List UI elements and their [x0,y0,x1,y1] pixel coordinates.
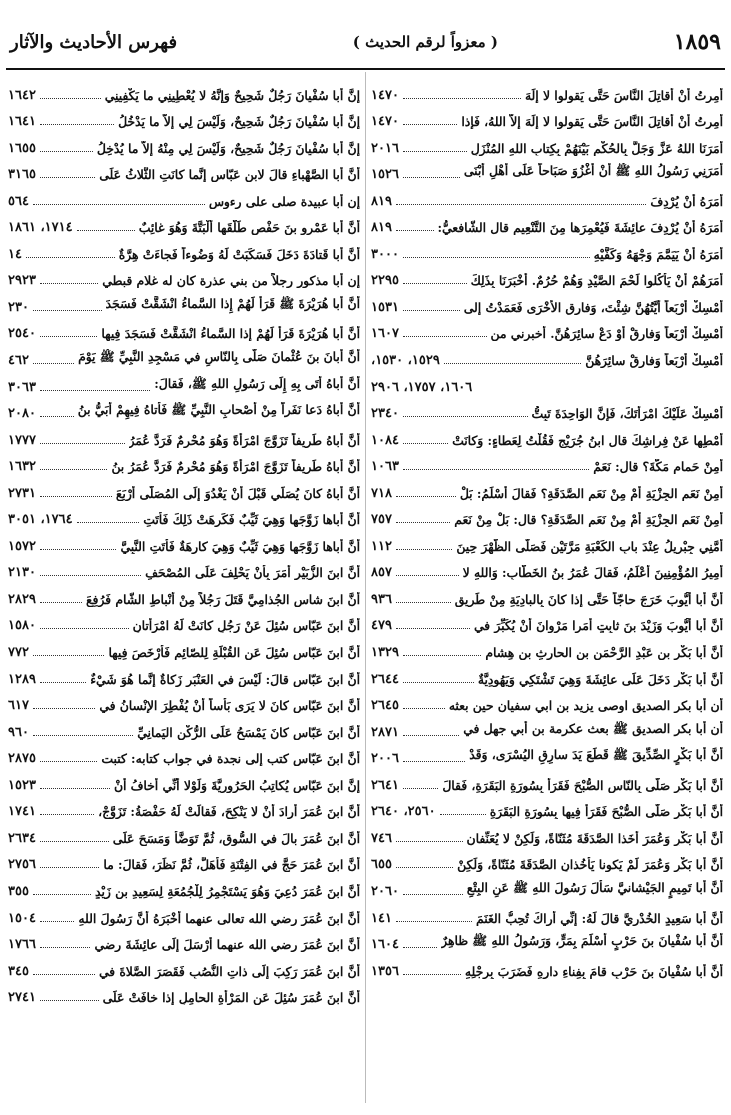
hadith-number: ١٤٧٠ [371,87,399,103]
index-entry [8,981,360,1008]
entry-text: أَمِنْ حَمامِ مَكَّةَ؟ قال: نَعَمْ [593,459,723,475]
hadith-number: ٤٦٢ [8,353,29,369]
hadith-number: ٥٦٤ [8,193,29,209]
entry-text: أنَّ أَبا أَيُّوبَ وَزَيْدَ بنَ ثابِتٍ أَمَرا مَرْوانَ أَنْ يُكَبِّرَ في [473,618,723,634]
hadith-number: ١٦٤٢ [8,87,36,103]
hadith-number: ١٧١٤، ١٨٦١ [8,220,73,236]
index-entry [8,848,360,875]
dot-leader [33,894,91,895]
hadith-number: ٧٤٦ [371,830,392,846]
index-entry [371,529,723,556]
dot-leader [26,257,115,258]
index-entry [8,901,360,928]
index-entry [8,184,360,211]
entry-text: أنَّ ابنَ عَبّاسٍ كانَ يَمْسَحُ عَلَى الرُّكْنِ اليَمانِيِّ [137,724,360,740]
hadith-number: ١٧٤١ [8,804,36,820]
dot-leader [403,151,467,152]
index-entry [371,476,723,503]
index-entry [371,158,723,185]
hadith-number: ٧١٨ [371,485,392,501]
hadith-number: ١٦٠٧ [371,326,399,342]
dot-leader [40,98,101,99]
hadith-number: ٢٨٧٥ [8,751,36,767]
entry-text: أنَّ أَبا بَكْرٍ وَعُمَرَ أَخَذا الصَّدَقَةَ مُثَنّاةً، وَلَكِنْ لا يُعَنِّفان [466,830,723,846]
hadith-number: ١٢٨٩ [8,671,36,687]
index-entry [8,874,360,901]
dot-leader [396,867,453,868]
hadith-number: ١٥٢٣ [8,777,36,793]
hadith-number: ١٦٣٢ [8,459,36,475]
dot-leader [396,549,452,550]
hadith-number: ١٣٥٦ [371,963,399,979]
hadith-number: ١٧٦٤، ٣٠٥١ [8,512,73,528]
dot-leader [33,363,74,364]
index-entry [8,317,360,344]
hadith-number: ١٠٦٣ [371,459,399,475]
index-entry [8,290,360,317]
dot-leader [403,177,460,178]
index-entry [8,609,360,636]
index-entry [371,954,723,981]
entry-text: أنَّ ابنَ عُمَرَ رضي الله تعالى عنهما أَخْبَرَهُ أَنَّ رَسُولَ اللهِ [78,910,360,926]
index-entry [8,768,360,795]
index-entry [8,476,360,503]
index-entry [371,768,723,795]
index-entry [371,317,723,344]
entry-text: أَمَرَهُ أَنْ يَيَمَّمَ وَجْهَهُ وَكَفَّيْهِ [593,246,723,262]
hadith-number: ٤٧٩ [371,618,392,634]
hadith-number: ٧٧٢ [8,645,29,661]
hadith-number: ١٥٠٤ [8,910,36,926]
dot-leader [40,575,141,576]
dot-leader [40,469,108,470]
dot-leader [33,204,205,205]
entry-text: أنَّ أَباهُ طَرِيفاً تَزَوَّجَ امْرَأَةً وَهُوَ مُحْرِمٌ فَرَدَّ عُمَرُ بنُ [111,459,360,475]
hadith-number: ٨٥٧ [371,565,392,581]
index-entry [8,821,360,848]
entry-text: أنَّ أَباهُ دَعا نَفَراً مِنْ أَصْحابِ النَّبِيِّ ﷺ فَأَتاهُ فِيهِمْ أُبَيُّ بنُ [77,402,360,418]
page-number: ١٨٥٩ [673,29,721,55]
entry-text: أنَّ ابنَ شاسٍ الجُذامِيَّ قَتَلَ رَجُلاً مِنْ أَنْباطِ الشّامِ فَرُفِعَ [85,591,360,607]
hadith-number: ٢٦٤١ [371,777,399,793]
entry-text: أنَّ أَبا الصَّهْباءِ قالَ لابنِ عَبّاسٍ إِنَّما كانَتِ الثَّلاثُ عَلَى [99,167,360,183]
entry-text: أنَّ أَباهُ أَتَى بِهِ إِلَى رَسُولِ اللهِ ﷺ، فَقالَ: [154,375,360,391]
dot-leader [40,283,98,284]
dot-leader [40,549,117,550]
index-entry [371,184,723,211]
hadith-number: ٣٠٦٣ [8,379,36,395]
hadith-number: ١٦٥٥ [8,140,36,156]
index-entry [371,821,723,848]
hadith-number: ٢٦٣٤ [8,830,36,846]
header-rule [6,68,725,70]
hadith-number: ١٥٨٠ [8,618,36,634]
index-entry [371,715,723,742]
entry-text: أَمَرَنَا اللهُ عَزَّ وَجَلَّ بِالحُكْمِ بَيْنَهُمْ بِكِتابِ اللهِ المُنْزَلِ [470,140,723,156]
dot-leader [403,655,481,656]
index-entry [371,290,723,317]
entry-text: أَمْطِها عَنْ فِراشِكَ قال ابنُ جُرَيْجٍ فَقُلْتُ لِعَطاءٍ: وَكانَتْ [452,432,723,448]
dot-leader [444,363,581,364]
index-entry [8,954,360,981]
index-entry [371,264,723,291]
index-entry [8,370,360,397]
index-entry [371,609,723,636]
entry-text: أنَّ أَباها زَوَّجَها وَهِيَ ثَيِّبٌ فَكَرِهَتْ ذَلِكَ فَأَتَتِ [143,512,360,528]
dot-leader [40,336,97,337]
dot-leader [33,974,95,975]
index-entry [8,556,360,583]
index-entry [371,397,723,424]
entry-text: أنَّ ابنَ عَبّاسٍ قالَ: لَيْسَ في العَنْبَرِ زَكاةٌ إِنَّما هُوَ شَيْءٌ [90,671,360,687]
page-header [10,24,721,60]
index-entry [371,874,723,901]
entry-text: أَمَرَنِي رَسُولُ اللهِ ﷺ أَنْ أَغْزُوَ صَبَاحاً عَلَى أَهْلِ أُبْنَى [463,163,723,179]
dot-leader [40,682,86,683]
dot-leader [403,788,438,789]
hadith-number: ٢٦٤٥ [371,698,399,714]
hadith-number: ٢٣٠ [8,299,29,315]
dot-leader [40,867,99,868]
dot-leader [40,628,129,629]
hadith-number: ٨١٩ [371,220,392,236]
hadith-number: ١٦٠٦، ١٧٥٧، ٢٩٠٦ [371,379,473,395]
dot-leader [40,788,110,789]
dot-leader [403,124,457,125]
dot-leader [440,814,486,815]
hadith-number: ٢٦٤٤ [371,671,399,687]
dot-leader [396,230,434,231]
index-entry [371,928,723,955]
index-entry [371,635,723,662]
dot-leader [396,575,459,576]
dot-leader [403,443,448,444]
index-entry [8,689,360,716]
entry-text: أنَّ أَبا بَكْرٍ وَعُمَرَ لَمْ يَكونا يَأْخُذانِ الصَّدَقَةَ مُثَنّاةً، وَلَكِنْ [457,857,723,873]
index-entry [8,423,360,450]
dot-leader [40,151,93,152]
index-entry [371,78,723,105]
hadith-number: ٢٧٤١ [8,990,36,1006]
hadith-number: ١٥٢٦ [371,167,399,183]
entry-text: أنَّ أَبا سَعِيدٍ الخُدْرِيَّ قالَ لَهُ: إِنِّي أَراكَ تُحِبُّ الغَنَمَ [476,910,723,926]
entry-text: أنَّ أَبانَ بنَ عُثْمانَ صَلَّى بِالنّاسِ في مَسْجِدِ النَّبِيِّ ﷺ يَوْمَ [78,349,360,365]
index-entry [371,211,723,238]
hadith-number: ٢٧٥٦ [8,857,36,873]
entry-text: أنَّ أَبا سُفْيانَ بنَ حَرْبٍ أَسْلَمَ بِمَرٍّ، وَرَسُولُ اللهِ ﷺ ظاهِرٌ [441,933,723,949]
hadith-number: ٣٤٥ [8,963,29,979]
dot-leader [396,522,450,523]
entry-text: أنَّ أَبا أَيُّوبَ خَرَجَ حاجّاً حَتَّى إِذا كانَ بِالبادِيَةِ مِنْ طَرِيقِ [454,591,723,607]
index-entry [8,928,360,955]
dot-leader [403,894,463,895]
entry-text: أَمْسِكْ أَرْبَعاً وَفارِقْ سائِرَهُنَّ [585,353,723,369]
dot-leader [40,947,91,948]
dot-leader [403,416,528,417]
index-entry [371,423,723,450]
hadith-number: ٦١٧ [8,698,29,714]
entry-text: إِنَّ أَبا سُفْيانَ رَجُلٌ شَحِيحٌ وَإِنَّهُ لا يُعْطِينِي ما يَكْفِينِي [104,87,360,103]
entry-text: أنَّ ابنَ عُمَرَ رضي الله عنهما أَرْسَلَ إِلَى عائِشَةَ رضي [94,937,360,953]
hadith-number: ٢٥٦٠، ٢٦٤٠ [371,804,436,820]
hadith-number: ٦٥٥ [371,857,392,873]
index-entry [8,158,360,185]
index-entry [371,343,723,370]
entry-text: أَمَرَهُ أَنْ يُرْدِفَ عائِشَةَ فَيُعْمِرَها مِنَ التَّنْعِيمِ قال الشّافعيُّ: [437,220,723,236]
entry-text: أنَّ أَبا هُرَيْرَةَ ﷺ قَرَأَ لَهُمْ إِذا السَّماءُ انْشَقَّتْ فَسَجَدَ [105,295,360,311]
entry-text: أنَّ أَبا سُفْيانَ بنَ حَرْبٍ قامَ بِفِناءِ دارِهِ فَضَرَبَ بِرِجْلِهِ [464,963,723,979]
index-entry [8,78,360,105]
dot-leader [40,921,74,922]
page-title: فهرس الأحاديث والآثار [10,31,178,53]
hadith-number: ١٥٢٩، ١٥٣٠، [371,353,440,369]
hadith-number: ٢١٣٠ [8,565,36,581]
index-entry [371,848,723,875]
hadith-number: ٣١٦٥ [8,167,36,183]
dot-leader [40,496,112,497]
dot-leader [33,708,95,709]
hadith-number: ٢٥٤٠ [8,326,36,342]
entry-text: أنَّ ابنَ عَبّاسٍ سُئِلَ عَنِ القُبْلَةِ لِلصّائِمِ فَأَرْخَصَ فِيها [108,645,360,661]
hadith-number: ٢٠٦٠ [371,883,399,899]
entry-text: أَمْسِكْ أَرْبَعاً وَفارِقْ أَوْ دَعْ سائِرَهُنَّ. أخبرني من [490,326,723,342]
index-entry [8,742,360,769]
hadith-number: ٢٢٩٥ [371,273,399,289]
entry-text: أنَّ ابنَ عُمَرَ سُئِلَ عَنِ المَرْأَةِ الحامِلِ إِذا خافَتْ عَلَى [102,990,360,1006]
dot-leader [40,1000,99,1001]
index-entry [8,397,360,424]
dot-leader [40,814,94,815]
dot-leader [40,602,82,603]
hadith-number: ٢٣٤٠ [371,406,399,422]
hadith-number: ٢٩٢٣ [8,273,36,289]
hadith-number: ٢٧٣١ [8,485,36,501]
dot-leader [396,841,463,842]
entry-text: إن أبا عبيدة صلى على رءوس [208,193,360,209]
hadith-number: ١٤٧٠ [371,114,399,130]
entry-text: أنَّ ابنَ عَبّاسٍ سُئِلَ عَنْ رَجُلٍ كانَتْ لَهُ امْرَأَتانِ [132,618,360,634]
hadith-number: ٢٨٧١ [371,724,399,740]
dot-leader [40,761,97,762]
hadith-number: ١١٢ [371,538,392,554]
left-column [8,78,360,1007]
entry-text: أن أبا بكر الصديق اوصى يزيد بن ابي سفيان حين بعثه [448,698,723,714]
index-entry [8,529,360,556]
hadith-number: ٢٠١٦ [371,140,399,156]
dot-leader [396,628,470,629]
index-entry [8,343,360,370]
hadith-number: ١٥٣١ [371,299,399,315]
dot-leader [403,682,474,683]
hadith-number: ٧٥٧ [371,512,392,528]
index-entry [371,556,723,583]
dot-leader [403,974,461,975]
entry-text: أَمَرَهُ أَنْ يُرْدِفَ [650,193,723,209]
hadith-number: ٣٠٠٠ [371,246,399,262]
entry-text: أنَّ ابنَ عُمَرَ رَكِبَ إِلَى ذاتِ النُّصُبِ فَقَصَرَ الصَّلاةَ في [98,963,360,979]
entry-text: أنَّ أَباهُ طَرِيفاً تَزَوَّجَ امْرَأَةً وَهُوَ مُحْرِمٌ فَرَدَّ عُمَرُ [128,432,360,448]
dot-leader [403,761,465,762]
dot-leader [403,469,589,470]
dot-leader [77,230,135,231]
index-entry [8,105,360,132]
index-entry [8,795,360,822]
hadith-number: ٢٨٢٩ [8,591,36,607]
dot-leader [403,336,487,337]
entry-text: أنَّ أَبا بَكْرٍ دَخَلَ عَلَى عائِشَةَ وَهِيَ تَشْتَكِي وَيَهُودِيَّةٌ [477,671,723,687]
dot-leader [40,443,125,444]
index-entry [8,635,360,662]
index-entry [8,131,360,158]
hadith-number: ٢٠٨٠ [8,406,36,422]
hadith-number: ١٦٠٤ [371,937,399,953]
index-entry [8,450,360,477]
entry-text: أنَّ أَبا تَمِيمٍ الجَيْشانيَّ سَأَلَ رَسُولَ اللهِ ﷺ عَنِ البِتْعِ [466,879,723,895]
entry-text: أنَّ أَبا بَكْرِ بنِ عَبْدِ الرَّحْمَنِ بنِ الحارِثِ بنِ هِشامٍ [485,645,723,661]
entry-text: أنَّ أَباهُ كانَ يُصَلِّي قَبْلَ أَنْ يَغْدُوَ إِلَى المُصَلَّى أَرْبَعَ [115,485,360,501]
dot-leader [33,735,133,736]
hadith-number: ١٤١ [371,910,392,926]
entry-text: أُمِرتُ أنْ أُقاتِلَ النَّاسَ حَتَّى يَقولوا لا إِلَهَ [524,87,723,103]
entry-text: إن أبا مذكور رجلاً من بني عذرة كان له غلام قبطي [102,273,360,289]
index-entry [371,662,723,689]
entry-text: أَمْسِكْ عَلَيْكَ امْرَأَتَكَ، فَإِنَّ الوَاحِدَةَ تَبِتُّ [531,406,723,422]
hadith-number: ٣٥٥ [8,883,29,899]
dot-leader [33,310,102,311]
entry-text: أنَّ ابنَ عَبّاسٍ كانَ لا يَرَى بَأْساً أَنْ يُفْطِرَ الإِنْسانُ في [99,698,360,714]
hadith-number: ١٠٨٤ [371,432,399,448]
hadith-number: ٩٣٦ [371,591,392,607]
dot-leader [40,177,95,178]
hadith-number: ١٤ [8,246,22,262]
entry-text: أنَّ أَبا بَكْرٍ صَلَّى الصُّبْحَ فَقَرَأَ فِيها بِسُورَةِ البَقَرَةِ [489,804,723,820]
index-entry [371,237,723,264]
right-column [371,78,723,981]
index-entry [8,662,360,689]
dot-leader [403,735,459,736]
dot-leader [403,98,521,99]
hadith-number: ١٣٢٩ [371,645,399,661]
entry-text: إنَّ ابنَ عَبّاسٍ يُكاتِبُ الحَرُورِيَّةَ وَلَوْلا أَنِّي أَخافُ أَنْ [113,777,360,793]
hadith-number: ١٥٧٢ [8,538,36,554]
entry-text: أنَّ ابنَ عُمَرَ دُعِيَ وَهُوَ يَسْتَجْمِرُ لِلْجُمُعَةِ لِسَعِيدِ بنِ زَيْدٍ [95,883,360,899]
entry-text: أنَّ ابنَ عُمَرَ حَجَّ في الفِتْنَةِ فَأَهَلَّ، ثُمَّ نَظَرَ، فَقالَ: ما [103,857,360,873]
dot-leader [40,841,109,842]
index-entry [371,795,723,822]
index-entry [8,264,360,291]
entry-text: أنَّ ابنَ عُمَرَ أَرادَ أَنْ لا يَنْكِحَ، فَقالَتْ لَهُ حَفْصَةُ: تَزَوَّجْ، [98,804,360,820]
entry-text: أنَّ أَبا بَكْرٍ صَلَّى بِالنّاسِ الصُّبْحَ فَقَرَأَ بِسُورَةِ البَقَرَةِ، فَقالَ [442,777,723,793]
dot-leader [33,655,104,656]
entry-text: أَمِيرُ المُؤْمِنِينَ أَعْلَمُ، فَقالَ عُمَرُ بنُ الخَطّابِ: وَاللهِ لا [462,565,723,581]
entry-text: أنَّ أَبا عَمْرِو بنَ حَفْصٍ طَلَّقَها أَلْبَتَّةَ وَهُوَ غائِبٌ [138,220,360,236]
index-entry [371,450,723,477]
dot-leader [396,602,451,603]
entry-text: أَمْسِكْ أَرْبَعاً أَيَّتُهُنَّ شِئْتَ، وَفارِقِ الأُخْرَى فَعَمَدْتُ إلى [463,299,723,315]
entry-text: أَمَرَهُمْ أَنْ يَأْكُلوا لَحْمَ الصَّيْدِ وَهُمْ حُرُمٌ. أَخْبَرَنَا بِذَلِكَ [470,273,723,289]
dot-leader [403,283,467,284]
dot-leader [403,708,445,709]
hadith-number: ٨١٩ [371,193,392,209]
entry-text: أَمِنْ نَعَمِ الجِزْيَةِ أَمْ مِنْ نَعَمِ الصَّدَقَةِ؟ فَقالَ أَسْلَمُ: بَلْ [459,485,723,501]
dot-leader [396,204,646,205]
hadith-number: ١٦٤١ [8,114,36,130]
dot-leader [403,257,590,258]
dot-leader [396,496,456,497]
hadith-number: ٩٦٠ [8,724,29,740]
index-entry [371,689,723,716]
dot-leader [40,390,150,391]
page-subtitle: ( معزواً لرقم الحديث ) [352,33,499,51]
hadith-number: ١٧٧٧ [8,432,36,448]
index-entry [8,503,360,530]
index-entry [371,582,723,609]
hadith-number: ١٧٦٦ [8,937,36,953]
entry-text: أنَّ أَباها زَوَّجَها وَهِيَ ثَيِّبٌ وَهِيَ كارِهَةٌ فَأَتَتِ النَّبِيَّ [120,538,360,554]
index-entry [371,105,723,132]
dot-leader [77,522,140,523]
index-entry [371,131,723,158]
entry-text: إِنَّ أَبا سُفْيانَ رَجُلٌ شَحِيحٌ، وَلَيْسَ لِي إِلاَّ ما يَدْخُلُ [118,114,360,130]
index-entry [8,582,360,609]
entry-text: أنَّ أَبا قَتادَةَ دَخَلَ فَسَكَبَتْ لَهُ وَضُوءاً فَجاءَتْ هِرَّةٌ [118,246,360,262]
index-entry [371,370,723,397]
column-divider [365,72,366,1103]
entry-text: أنَّ أَبا بَكْرٍ الصِّدِّيقَ ﷺ قَطَعَ يَدَ سارِقِ اليُسْرَى، وَقَدْ [469,747,723,763]
index-entry [371,503,723,530]
index-entry [371,742,723,769]
index-entry [8,211,360,238]
entry-text: أنَّ ابنَ عَبّاسٍ كتب إلى نجدة في جواب كتابه: كتبت [101,751,360,767]
index-entry [8,715,360,742]
entry-text: أَمَّنِي جِبْرِيلُ عِنْدَ بابِ الكَعْبَةِ مَرَّتَيْنِ فَصَلَّى الظُّهْرَ حِينَ [456,538,723,554]
dot-leader [40,416,74,417]
entry-text: إِنَّ أَبا سُفْيانَ رَجُلٌ شَحِيحٌ، وَلَيْسَ لِي مِنْهُ إِلاَّ ما يُدْخِلُ [96,140,360,156]
entry-text: أنَّ ابنَ عُمَرَ بالَ في السُّوقِ، ثُمَّ تَوَضَّأَ وَمَسَحَ عَلَى [112,830,360,846]
dot-leader [396,921,472,922]
dot-leader [403,947,437,948]
hadith-number: ٢٠٠٦ [371,751,399,767]
entry-text: أنَّ أَبا هُرَيْرَةَ قَرَأَ لَهُمْ إِذا السَّماءُ انْشَقَّتْ فَسَجَدَ فِيها [101,326,360,342]
entry-text: أن أبا بكر الصديق ﷺ بعث عكرمة بن أبي جهل في [463,720,723,736]
index-entry [371,901,723,928]
entry-text: أنَّ ابنَ الزُّبَيْرِ أَمَرَ بِأَنْ يَحْلِفَ عَلَى المُصْحَفِ [145,565,360,581]
entry-text: أَمِنْ نَعَمِ الجِزْيَةِ أَمْ مِنْ نَعَمِ الصَّدَقَةِ؟ قال: بَلْ مِنْ نَعَمِ [454,512,723,528]
dot-leader [40,124,114,125]
entry-text: أُمِرتُ أنْ أُقاتِلَ النَّاسَ حَتَّى يَقولوا لا إِلَهَ إلاَّ اللهُ، فَإِذا [461,114,723,130]
dot-leader [403,310,460,311]
index-entry [8,237,360,264]
